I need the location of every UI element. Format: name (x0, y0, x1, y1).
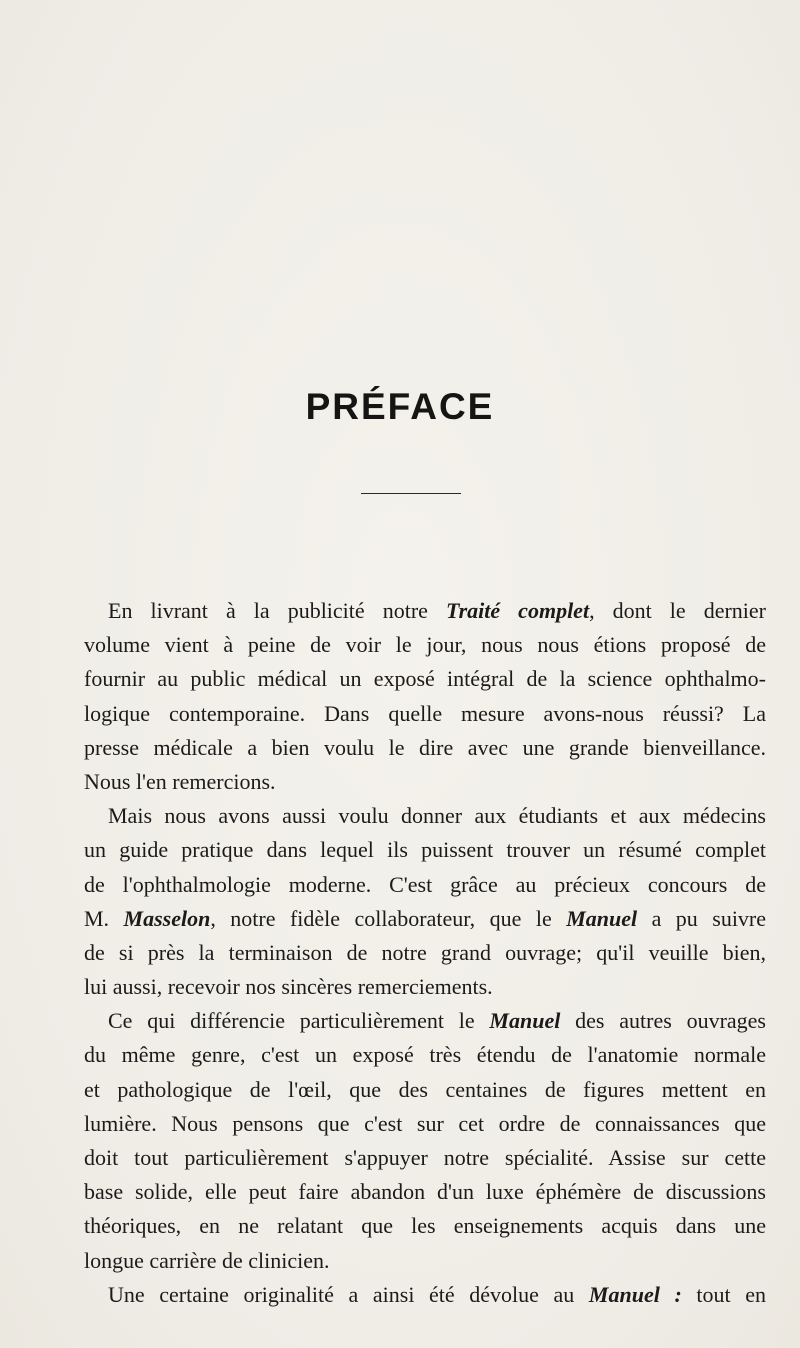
text-line: volume vient à peine de voir le jour, nous nous étions proposé de (84, 632, 766, 658)
preface-text (84, 594, 766, 1312)
text-line: doit tout particulièrement s'appuyer notre spécialité. Assise sur cette (84, 1145, 766, 1170)
text-line: fournir au public médical un exposé intégral de la science ophthalmo- (84, 666, 766, 692)
text-line: du même genre, c'est un exposé très étendu de l'anatomie normale (84, 1042, 766, 1068)
text-line: Mais nous avons aussi voulu donner aux étudiants et aux médecins (108, 803, 766, 829)
text-line: lui aussi, recevoir nos sincères remerciements. (84, 974, 493, 1000)
text-line: base solide, elle peut faire abandon d'un luxe éphémère de discussions (84, 1179, 766, 1205)
text-line: un guide pratique dans lequel ils puissent trouver un résumé complet (84, 837, 766, 863)
title-divider (361, 493, 461, 494)
text-line: théoriques, en ne relatant que les enseignements acquis dans une (84, 1213, 766, 1239)
text-line: de l'ophthalmologie moderne. C'est grâce au précieux concours de (84, 871, 766, 897)
text-line: de si près la terminaison de notre grand ouvrage; qu'il veuille bien, (84, 939, 766, 965)
text-line: presse médicale a bien voulu le dire avec une grande bienveillance. (84, 734, 766, 760)
text-line: Une certaine originalité a ainsi été dévolue au Manuel : tout en (108, 1281, 766, 1307)
text-line: et pathologique de l'œil, que des centaines de figures mettent en (84, 1076, 766, 1102)
text-line: En livrant à la publicité notre Traité complet, dont le dernier (108, 598, 766, 623)
text-line: M. Masselon, notre fidèle collaborateur, que le Manuel a pu suivre (84, 905, 767, 931)
text-line: lumière. Nous pensons que c'est sur cet ordre de connaissances que (84, 1110, 766, 1136)
text-line: Ce qui différencie particulièrement le Manuel des autres ouvrages (108, 1008, 766, 1034)
text-line: logique contemporaine. Dans quelle mesure avons-nous réussi? La (84, 700, 766, 726)
text-line: Nous l'en remercions. (84, 768, 276, 794)
page-title: PRÉFACE (305, 386, 495, 427)
text-line: longue carrière de clinicien. (84, 1247, 330, 1273)
